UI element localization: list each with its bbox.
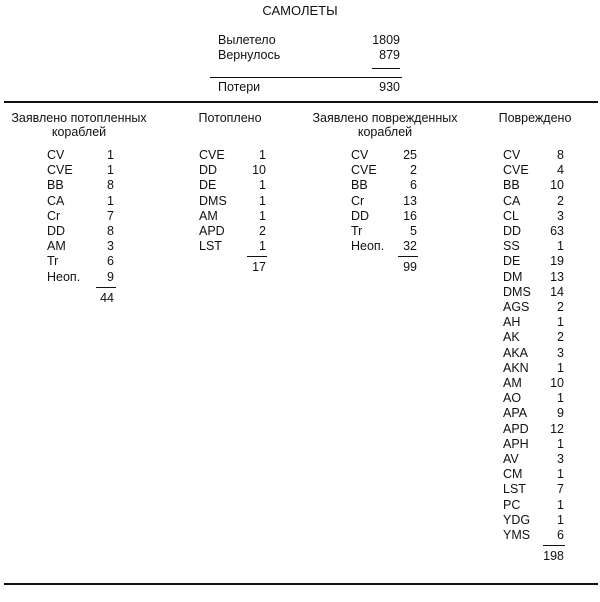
ship-type-code: Неоп. [351, 239, 385, 254]
ship-count: 9 [107, 269, 114, 284]
ship-count: 4 [557, 163, 564, 178]
ship-count: 7 [557, 482, 564, 497]
returned-value: 879 [379, 48, 400, 62]
column-total-rule [543, 545, 565, 546]
ship-type-code: AKA [503, 345, 529, 360]
ship-count: 25 [403, 148, 417, 162]
ship-count: 3 [557, 345, 564, 360]
ship-type-code: CA [503, 193, 521, 208]
ship-count: 2 [557, 193, 564, 208]
ship-count: 2 [557, 300, 564, 314]
ship-type-code: APH [503, 436, 529, 451]
ship-type-code: Tr [47, 254, 59, 269]
ship-type-code: AKN [503, 360, 529, 375]
table-title: САМОЛЕТЫ [262, 3, 338, 18]
ship-count: 14 [550, 284, 564, 299]
ship-count: 10 [550, 376, 564, 390]
header-line: Заявлено поврежденных [312, 111, 458, 125]
ship-count: 10 [550, 178, 564, 193]
ship-count: 13 [550, 269, 564, 284]
ship-count: 1 [259, 193, 266, 208]
ship-count: 1 [557, 315, 564, 330]
ship-type-code: CVE [47, 163, 73, 178]
ship-type-code: LST [199, 239, 222, 254]
ship-count: 1 [107, 193, 114, 208]
ship-type-code: DD [199, 163, 218, 178]
ship-type-code: DD [503, 224, 522, 238]
ship-count: 8 [107, 224, 114, 238]
ship-count: 12 [550, 421, 564, 436]
ship-count: 32 [403, 239, 417, 254]
ship-count: 1 [259, 208, 266, 223]
ship-count: 1 [259, 239, 266, 254]
ship-count: 19 [550, 254, 564, 269]
ship-type-code: APD [503, 421, 529, 436]
ship-type-code: SS [503, 239, 520, 254]
ship-type-code: PC [503, 497, 521, 512]
ship-type-code: BB [351, 178, 368, 193]
ship-type-code: CM [503, 467, 523, 482]
ship-count: 1 [259, 178, 266, 193]
ship-type-code: CVE [503, 163, 529, 178]
ship-count: 1 [557, 360, 564, 375]
ship-type-code: AGS [503, 300, 530, 314]
column-total: 198 [543, 549, 564, 563]
ship-count: 3 [107, 239, 114, 254]
ship-count: 1 [557, 497, 564, 512]
ship-type-code: DD [47, 224, 66, 238]
ship-type-code: Tr [351, 224, 363, 238]
ship-type-code: Cr [351, 193, 365, 208]
table-bottom-rule [4, 583, 598, 585]
ship-type-code: AV [503, 452, 519, 466]
ship-type-code: CA [47, 193, 65, 208]
ship-type-code: CVE [351, 163, 377, 178]
ship-type-code: APA [503, 406, 528, 421]
ship-type-code: CVE [199, 148, 225, 162]
ship-type-code: AM [503, 376, 522, 390]
column-total: 99 [403, 260, 417, 275]
ship-type-code: DE [503, 254, 521, 269]
ship-type-code: AM [47, 239, 66, 254]
ship-count: 1 [557, 512, 564, 527]
ship-count: 1 [259, 148, 266, 162]
sorties-label: Вылетело [218, 33, 276, 47]
ship-count: 1 [557, 391, 564, 406]
ship-type-code: AK [503, 330, 520, 345]
header-line: Заявлено потопленных [11, 111, 147, 125]
header-line: кораблей [51, 125, 107, 139]
ship-count: 1 [107, 148, 114, 162]
ship-count: 1 [557, 467, 564, 482]
column-total-rule [96, 287, 116, 288]
ship-count: 6 [107, 254, 114, 269]
ship-type-code: AO [503, 391, 522, 406]
ship-type-code: CL [503, 208, 519, 223]
column-total: 44 [100, 290, 114, 305]
ship-count: 3 [557, 452, 564, 466]
ship-count: 2 [259, 224, 266, 238]
ship-count: 8 [107, 178, 114, 193]
ship-count: 13 [403, 193, 417, 208]
ship-type-code: Cr [47, 208, 61, 223]
ship-type-code: BB [503, 178, 520, 193]
header-line: Повреждено [498, 111, 572, 125]
ship-type-code: Неоп. [47, 269, 81, 284]
ship-count: 2 [410, 163, 417, 178]
losses-label: Потери [218, 80, 261, 94]
ship-count: 7 [107, 208, 114, 223]
ship-type-code: DE [199, 178, 217, 193]
returned-label: Вернулось [218, 48, 281, 62]
ship-count: 6 [557, 528, 564, 542]
ship-count: 10 [252, 163, 266, 178]
ship-count: 5 [410, 224, 417, 238]
header-line: Потоплено [198, 111, 262, 125]
ship-count: 1 [107, 163, 114, 178]
ship-type-code: DMS [199, 193, 227, 208]
ship-count: 16 [403, 208, 417, 223]
ship-type-code: DM [503, 269, 523, 284]
column-total-rule [247, 256, 267, 257]
ship-type-code: CV [503, 148, 521, 162]
ship-type-code: LST [503, 482, 526, 497]
ship-type-code: YDG [503, 512, 531, 527]
ship-count: 3 [557, 208, 564, 223]
ship-type-code: CV [351, 148, 369, 162]
ship-count: 9 [557, 406, 564, 421]
ship-type-code: AH [503, 315, 521, 330]
ship-type-code: DMS [503, 284, 531, 299]
column-total-rule [398, 256, 418, 257]
ship-type-code: BB [47, 178, 64, 193]
ship-count: 8 [557, 148, 564, 162]
ship-type-code: APD [199, 224, 225, 238]
ship-count: 2 [557, 330, 564, 345]
ship-type-code: YMS [503, 528, 531, 542]
header-line: кораблей [357, 125, 413, 139]
column-total: 17 [252, 260, 266, 275]
ship-type-code: DD [351, 208, 370, 223]
ship-count: 63 [550, 224, 564, 238]
ship-count: 1 [557, 436, 564, 451]
losses-value: 930 [379, 80, 400, 94]
ship-type-code: CV [47, 148, 65, 162]
ship-count: 1 [557, 239, 564, 254]
ship-type-code: AM [199, 208, 218, 223]
ship-count: 6 [410, 178, 417, 193]
sorties-value: 1809 [372, 33, 400, 47]
